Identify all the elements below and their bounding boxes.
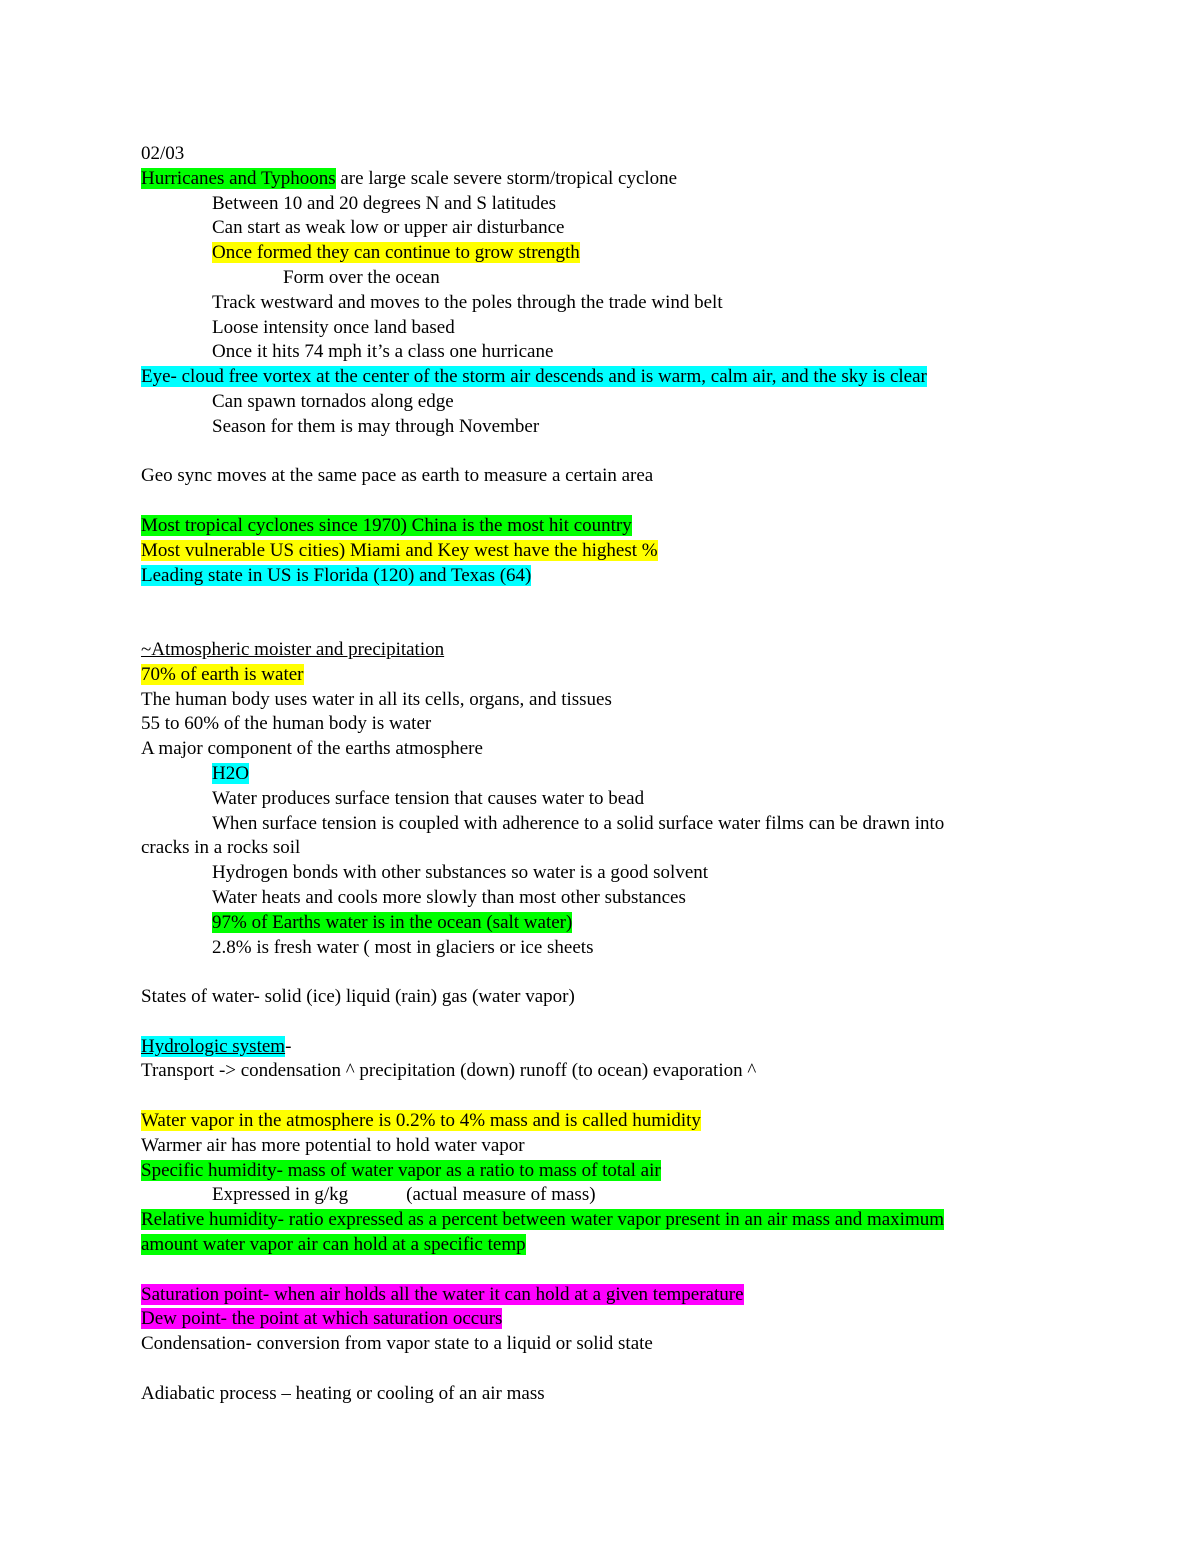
hurricanes-term: Hurricanes and Typhoons — [141, 167, 336, 189]
water-note-6: 2.8% is fresh water ( most in glaciers or ice sheets — [212, 936, 594, 958]
saturation-point: Saturation point- when air holds all the water it can hold at a given temperature — [141, 1283, 744, 1305]
hurricanes-note-7: Once it hits 74 mph it’s a class one hurricane — [212, 341, 554, 363]
fact-3: Leading state in US is Florida (120) and Texas (64) — [141, 564, 532, 586]
specific-humidity: Specific humidity- mass of water vapor as a ratio to mass of total air — [141, 1159, 661, 1181]
h2o-line: H2O — [212, 762, 249, 784]
blank-line — [141, 588, 1071, 613]
adiabatic-line: Adiabatic process – heating or cooling of an air mass — [141, 1382, 545, 1404]
moisture-line-3: A major component of the earths atmosphere — [141, 738, 483, 760]
dew-point: Dew point- the point at which saturation occurs — [141, 1308, 503, 1330]
hurricanes-note-6: Loose intensity once land based — [212, 316, 455, 338]
blank-line — [141, 1258, 1071, 1283]
hurricanes-note-5: Track westward and moves to the poles through the trade wind belt — [212, 291, 723, 313]
blank-line — [141, 1357, 1071, 1382]
states-line: States of water- solid (ice) liquid (rain) gas (water vapor) — [141, 986, 575, 1008]
water-note-2a: When surface tension is coupled with adherence to a solid surface water films can be drawn into — [212, 812, 945, 834]
hurricanes-note-1: Between 10 and 20 degrees N and S latitudes — [212, 192, 557, 214]
document-body — [141, 142, 1071, 1407]
section-heading: ~Atmospheric moister and precipitation — [141, 638, 445, 660]
hurricanes-note-4: Form over the ocean — [283, 266, 440, 288]
water-note-3: Hydrogen bonds with other substances so water is a good solvent — [212, 862, 709, 884]
water-note-1: Water produces surface tension that causes water to bead — [212, 787, 645, 809]
geosync-line: Geo sync moves at the same pace as earth to measure a certain area — [141, 465, 654, 487]
hurricanes-definition: Hurricanes and Typhoons are large scale severe storm/tropical cyclone — [141, 167, 678, 189]
water-note-4: Water heats and cools more slowly than most other substances — [212, 886, 686, 908]
transport-line: Transport -> condensation ^ precipitation (down) runoff (to ocean) evaporation ^ — [141, 1060, 757, 1082]
eye-note-1: Can spawn tornados along edge — [212, 390, 454, 412]
eye-note-2: Season for them is may through November — [212, 415, 540, 437]
water-note-2b: cracks in a rocks soil — [141, 837, 301, 859]
water-70-line: 70% of earth is water — [141, 663, 304, 685]
water-note-5: 97% of Earths water is in the ocean (salt water) — [212, 911, 573, 933]
moisture-line-1: The human body uses water in all its cells, organs, and tissues — [141, 688, 612, 710]
blank-line — [141, 1084, 1071, 1109]
expressed-line: Expressed in g/kg (actual measure of mass) — [212, 1184, 596, 1206]
blank-line — [141, 489, 1071, 514]
date-line: 02/03 — [141, 143, 185, 164]
eye-definition: Eye- cloud free vortex at the center of the storm air descends and is warm, calm air, and the sky is clear — [141, 366, 927, 388]
blank-line — [141, 960, 1071, 985]
fact-2: Most vulnerable US cities) Miami and Key west have the highest % — [141, 539, 658, 561]
humidity-vapor: Water vapor in the atmosphere is 0.2% to 4% mass and is called humidity — [141, 1110, 701, 1132]
humidity-warmer: Warmer air has more potential to hold water vapor — [141, 1134, 525, 1156]
relative-humidity-a: Relative humidity- ratio expressed as a percent between water vapor present in an air mass and maximum — [141, 1209, 945, 1231]
hurricanes-note-2: Can start as weak low or upper air disturbance — [212, 217, 565, 239]
relative-humidity-b: amount water vapor air can hold at a specific temp — [141, 1234, 526, 1256]
blank-line — [141, 1010, 1071, 1035]
fact-1: Most tropical cyclones since 1970) China is the most hit country — [141, 514, 632, 536]
moisture-line-2: 55 to 60% of the human body is water — [141, 713, 432, 735]
condensation-line: Condensation- conversion from vapor state to a liquid or solid state — [141, 1333, 653, 1355]
hurricanes-note-3: Once formed they can continue to grow strength — [212, 242, 580, 264]
hydrologic-heading: Hydrologic system- — [141, 1035, 292, 1057]
blank-line — [141, 613, 1071, 638]
blank-line — [141, 440, 1071, 465]
